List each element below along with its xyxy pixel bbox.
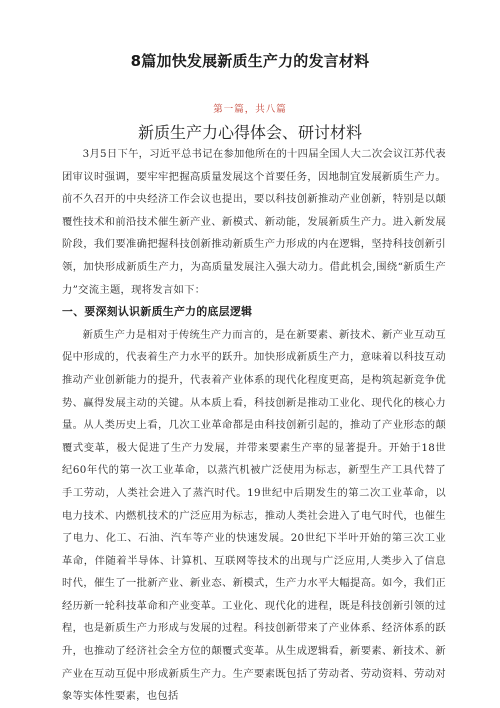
- document-subtitle: 新质生产力心得体会、研讨材料: [137, 123, 362, 142]
- part-label: 第一篇，共八篇: [213, 104, 287, 115]
- section-paragraph: 新质生产力是相对于传统生产力而言的，是在新要素、新技术、新产业互动互促中形成的，代表着生产力水平的跃升。加快形成新质生产力，意味着以科技互动推动产业创新能力的提升，代表着产业体系的现代化程度更高，是构筑起新竞争优势、赢得发展主动的关键。从本质上看，科技创新是推动工业化、现代化的核心力量。从人类历史上看，几次工业革命都是由科技创新引起的，推动了产业形态的颠覆式变革，极大促进了生产力发展，并带来要素生产率的显著提升。开始于18世纪60年代的第一次工业革命，以蒸汽机被广泛使用为标志，新型生产工具代替了手工劳动，人类社会进入了蒸汽时代。19世纪中后期发生的第二次工业革命，以电力技术、内燃机技术的广泛应用为标志，推动人类社会进入了电气时代，也催生了电力、化工、石油、汽车等产业的快速发展。20世纪下半叶开始的第三次工业革命，伴随着半导体、计算机、互联网等技术的出现与广泛应用,人类步入了信息时代，催生了一批新产业、新业态、新模式，生产力水平大幅提高。如今，我们正经历新一轮科技革命和产业变革。工业化、现代化的进程，既是科技创新引领的过程，也是新质生产力形成与发展的过程。科技创新带来了产业体系、经济体系的跃升，也推动了经济社会全方位的颠覆式变革。从生成逻辑看，新要素、新技术、新产业在互动互促中形成新质生产力。生产要素既包括了劳动者、劳动资料、劳动对象等实体性要素，也包括: [62, 328, 446, 703]
- body-text: [62, 143, 446, 708]
- section-heading: 一、要深刻认识新质生产力的底层逻辑: [62, 305, 253, 319]
- document-title: 8篇加快发展新质生产力的发言材料: [130, 52, 370, 70]
- intro-paragraph: 3月5日下午，习近平总书记在参加他所在的十四届全国人大二次会议江苏代表团审议时强调，要牢牢把握高质量发展这个首要任务，因地制宜发展新质生产力。前不久召开的中央经济工作会议也提出，要以科技创新推动产业创新，特别是以颠覆性技术和前沿技术催生新产业、新模式、新动能，发展新质生产力。进入新发展阶段，我们要准确把握科技创新推动新质生产力形成的内在逻辑，坚持科技创新引领，加快形成新质生产力，为高质量发展注入强大动力。借此机会,围绕“新质生产力”交流主题，现将发言如下：: [62, 148, 446, 296]
